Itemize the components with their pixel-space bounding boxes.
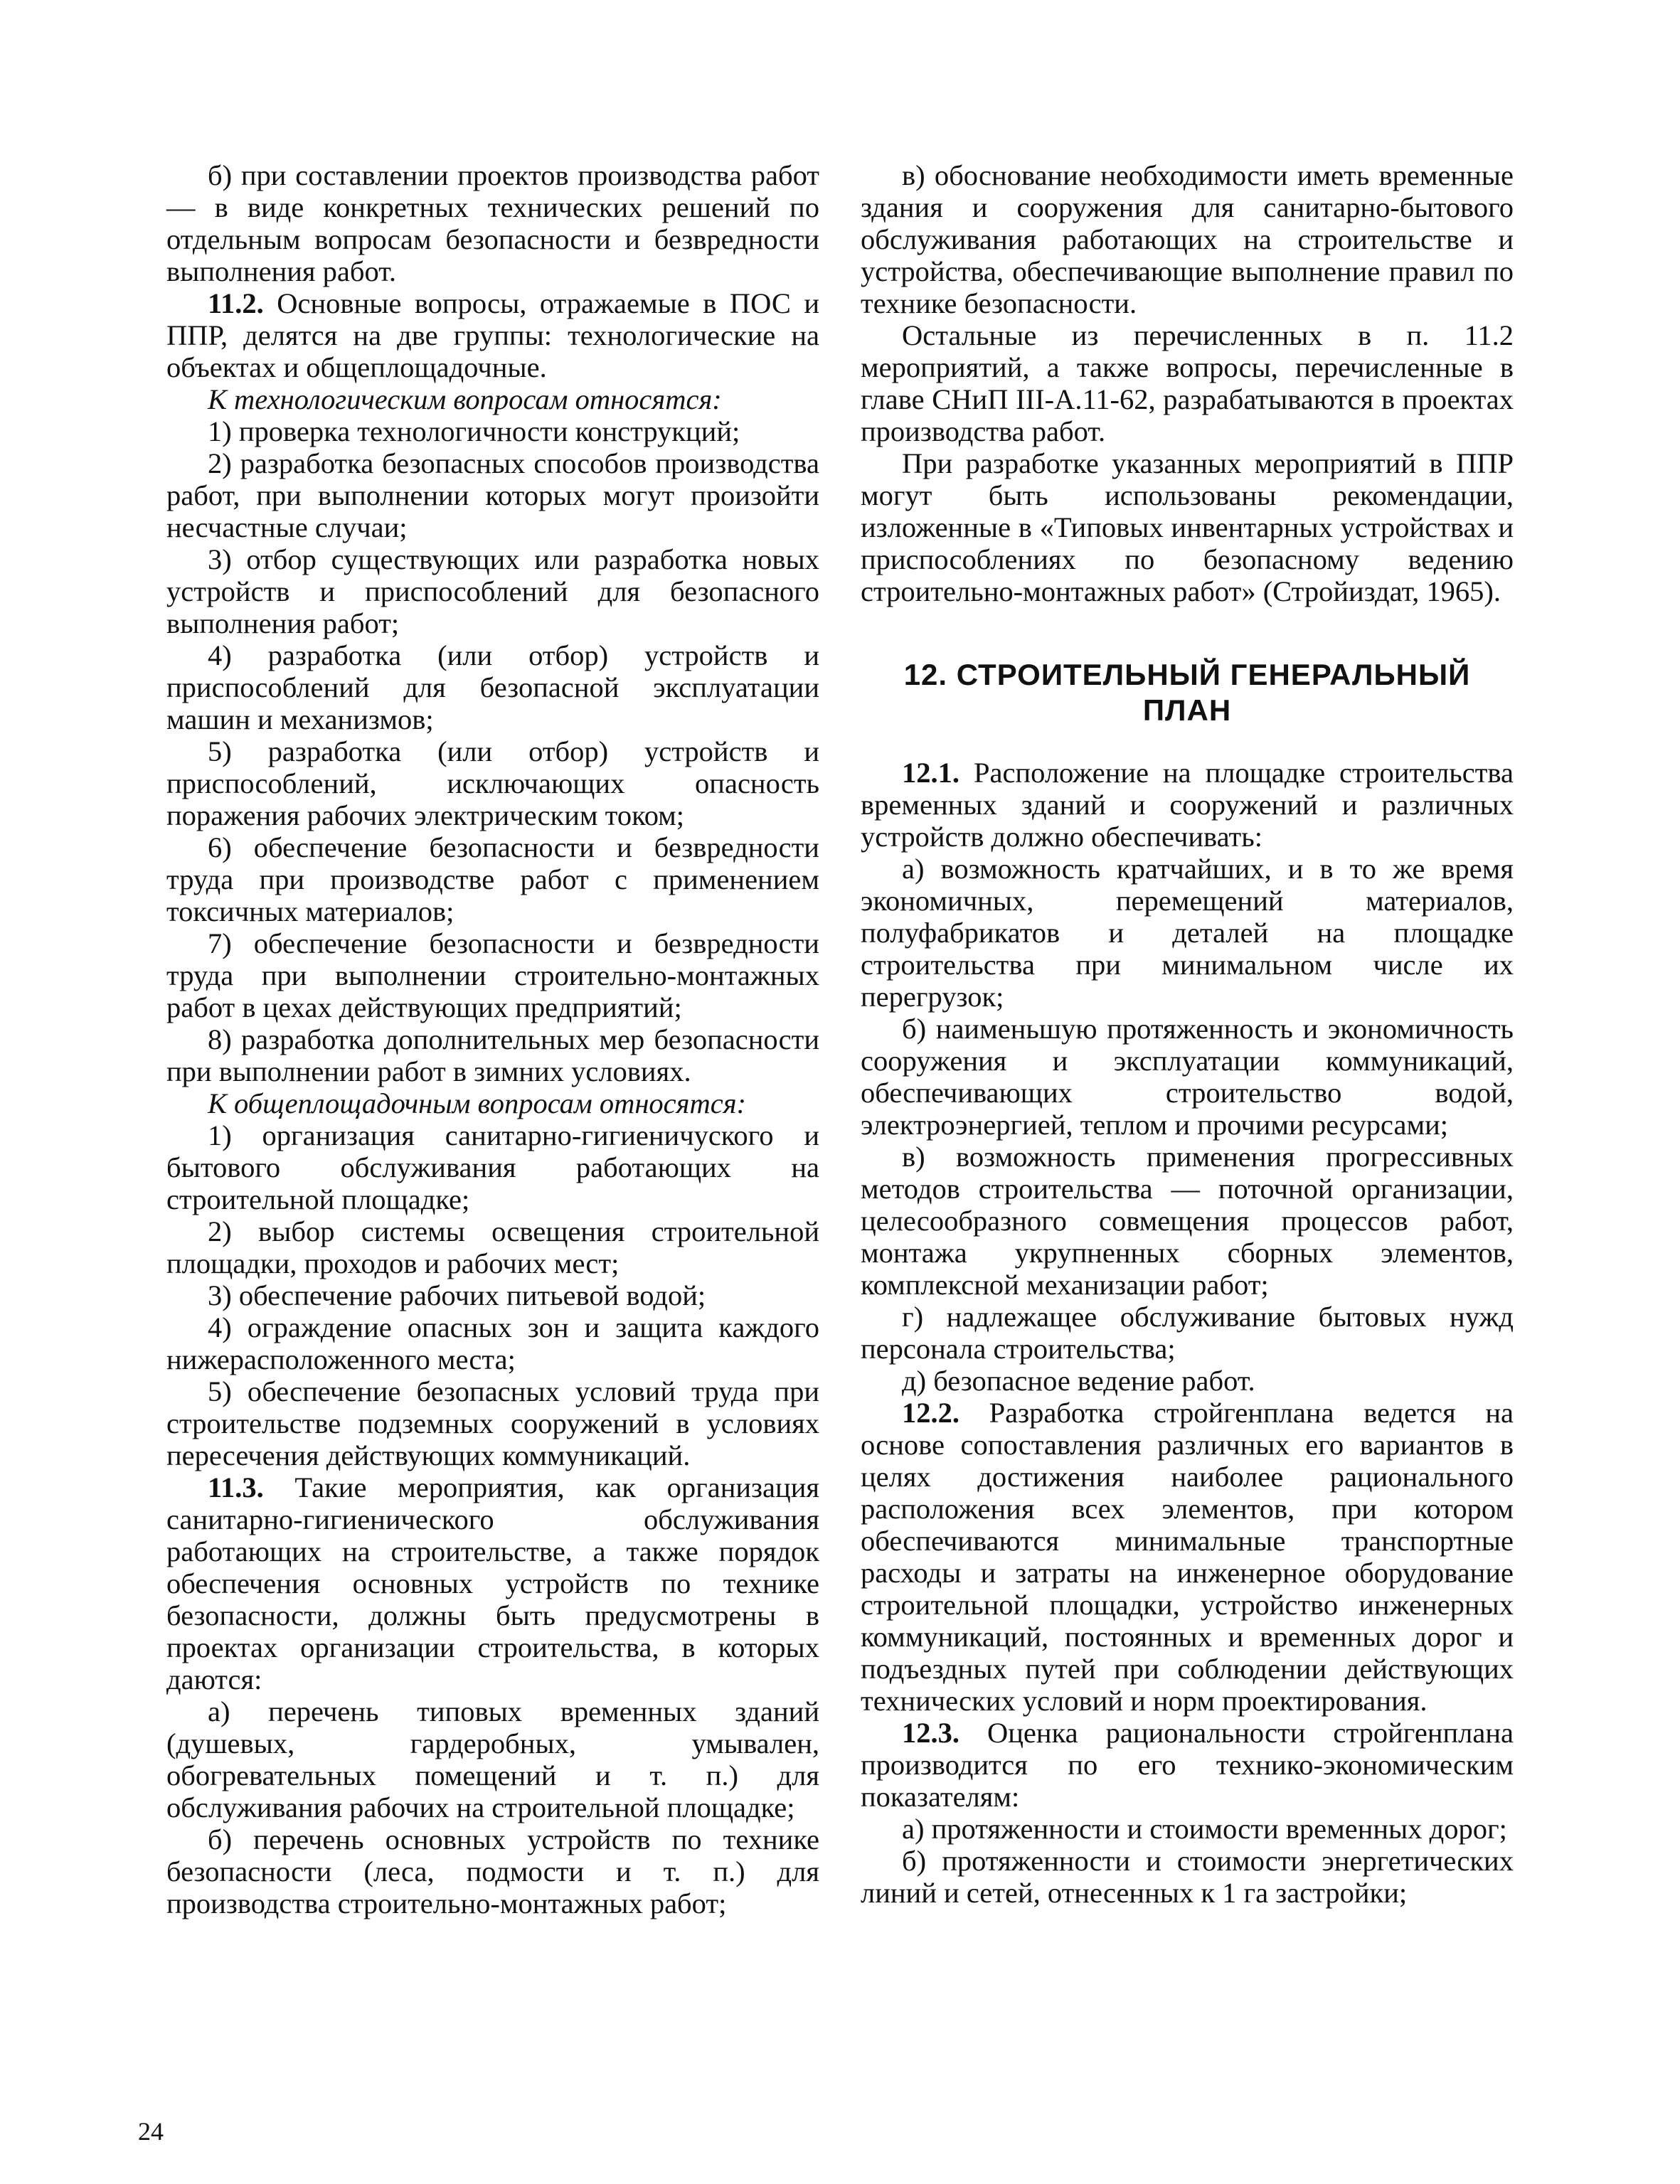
paragraph-text: 6) обеспечение безопасности и безвредности труда при производстве работ с применением токсичных материалов; <box>166 831 819 927</box>
page-number: 24 <box>138 2117 164 2146</box>
paragraph-text: а) перечень типовых временных зданий (душевых, гардеробных, умывален, обогревательных помещений и т. п.) для обслуживания рабочих на строительной площадке; <box>166 1695 819 1823</box>
paragraph-text: д) безопасное ведение работ. <box>902 1365 1255 1397</box>
paragraph <box>166 543 819 639</box>
paragraph <box>166 1087 819 1119</box>
paragraph <box>166 1823 819 1919</box>
paragraph <box>166 1215 819 1279</box>
paragraph-text: в) обоснование необходимости иметь временные здания и сооружения для санитарно-бытового обслуживания работающих на строительстве и устройства, обеспечивающие выполнение правил по технике безопасности. <box>861 159 1514 319</box>
paragraph <box>166 1695 819 1823</box>
paragraph-text: 4) разработка (или отбор) устройств и приспособлений для безопасной эксплуатации машин и механизмов; <box>166 639 819 735</box>
paragraph <box>166 927 819 1023</box>
paragraph-text: 1) организация санитарно-гигиеничуского и бытового обслуживания работающих на строительной площадке; <box>166 1119 819 1215</box>
paragraph-text: Разработка стройгенплана ведется на основе сопоставления различных его вариантов в целях достижения наиболее рационального расположения всех элементов, при котором обеспечиваются минимальные транспортные расходы и затраты на инженерное оборудование строительной площадки, устройство инженерных коммуникаций, постоянных и временных дорог и подъездных путей при соблюдении действующих технических условий и норм проектирования. <box>861 1397 1514 1717</box>
paragraph <box>861 319 1514 447</box>
paragraph <box>166 1279 819 1311</box>
section-number: 11.2. <box>208 287 264 319</box>
left-column <box>166 159 819 1919</box>
paragraph <box>861 853 1514 1013</box>
paragraph-text: а) протяженности и стоимости временных дорог; <box>902 1813 1507 1845</box>
paragraph-text: г) надлежащее обслуживание бытовых нужд персонала строительства; <box>861 1301 1514 1365</box>
paragraph <box>861 447 1514 607</box>
paragraph-text: Остальные из перечисленных в п. 11.2 мероприятий, а также вопросы, перечисленные в главе СНиП III-А.11-62, разрабатываются в проектах производства работ. <box>861 319 1514 447</box>
paragraph-text: 5) разработка (или отбор) устройств и приспособлений, исключающих опасность поражения рабочих электрическим током; <box>166 735 819 831</box>
paragraph-text: а) возможность кратчайших, и в то же время экономичных, перемещений материалов, полуфабрикатов и деталей на площадке строительства при минимальном числе их перегрузок; <box>861 853 1514 1013</box>
paragraph <box>166 1311 819 1375</box>
paragraph-text: Основные вопросы, отражаемые в ПОС и ППР, делятся на две группы: технологические на объектах и общеплощадочные. <box>166 287 819 383</box>
paragraph <box>166 415 819 447</box>
subheading: К общеплощадочным вопросам относятся: <box>208 1087 747 1119</box>
paragraph <box>861 1013 1514 1141</box>
paragraph-text: в) возможность применения прогрессивных методов строительства — поточной организации, целесообразного совмещения процессов работ, монтажа укрупненных сборных элементов, комплексной механизации работ; <box>861 1141 1514 1301</box>
paragraph-text: 8) разработка дополнительных мер безопасности при выполнении работ в зимних условиях. <box>166 1023 819 1087</box>
paragraph-text: 3) обеспечение рабочих питьевой водой; <box>208 1279 706 1311</box>
paragraph-text: б) при составлении проектов производства работ — в виде конкретных технических решений по отдельным вопросам безопасности и безвредности выполнения работ. <box>166 159 819 287</box>
paragraph-text: 7) обеспечение безопасности и безвредности труда при выполнении строительно-монтажных работ в цехах действующих предприятий; <box>166 927 819 1023</box>
paragraph-text: 1) проверка технологичности конструкций; <box>208 415 740 447</box>
paragraph <box>861 1301 1514 1365</box>
paragraph <box>166 159 819 287</box>
paragraph <box>861 1365 1514 1397</box>
paragraph-text: 3) отбор существующих или разработка новых устройств и приспособлений для безопасного выполнения работ; <box>166 543 819 639</box>
paragraph <box>166 639 819 735</box>
paragraph <box>861 1397 1514 1717</box>
paragraph-text: б) наименьшую протяженность и экономичность сооружения и эксплуатации коммуникаций, обеспечивающих строительство водой, электроэнергией, теплом и прочими ресурсами; <box>861 1013 1514 1141</box>
section-number: 12.2. <box>902 1397 959 1429</box>
paragraph <box>166 1471 819 1695</box>
paragraph <box>861 159 1514 319</box>
section-heading: 12. СТРОИТЕЛЬНЫЙ ГЕНЕРАЛЬНЫЙ ПЛАН <box>903 658 1471 727</box>
paragraph <box>166 1023 819 1087</box>
paragraph-text: Оценка рациональности стройгенплана производится по его технико-экономическим показателям: <box>861 1717 1514 1813</box>
paragraph <box>861 1717 1514 1813</box>
paragraph-text: Расположение на площадке строительства временных зданий и сооружений и различных устройств должно обеспечивать: <box>861 757 1514 853</box>
paragraph-text: 2) разработка безопасных способов производства работ, при выполнении которых могут произойти несчастные случаи; <box>166 447 819 543</box>
section-number: 11.3. <box>208 1471 264 1503</box>
paragraph <box>861 1845 1514 1909</box>
paragraph <box>166 735 819 831</box>
paragraph-text: б) протяженности и стоимости энергетических линий и сетей, отнесенных к 1 га застройки; <box>861 1845 1514 1909</box>
paragraph-text: Такие мероприятия, как организация санитарно-гигиенического обслуживания работающих на строительстве, а также порядок обеспечения основных устройств по технике безопасности, должны быть предусмотрены в проектах организации строительства, в которых даются: <box>166 1471 819 1695</box>
section-number: 12.1. <box>902 757 959 789</box>
section-number: 12.3. <box>902 1717 959 1749</box>
paragraph-text: 4) ограждение опасных зон и защита каждого нижерасположенного места; <box>166 1311 819 1375</box>
paragraph <box>861 1813 1514 1845</box>
paragraph <box>861 1141 1514 1301</box>
paragraph <box>166 1119 819 1215</box>
right-column <box>861 159 1514 1909</box>
paragraph <box>166 1375 819 1471</box>
paragraph <box>166 383 819 415</box>
paragraph-text: 2) выбор системы освещения строительной площадки, проходов и рабочих мест; <box>166 1215 819 1279</box>
subheading: К технологическим вопросам относятся: <box>208 383 722 415</box>
paragraph <box>861 757 1514 853</box>
paragraph <box>166 447 819 543</box>
paragraph-text: б) перечень основных устройств по технике безопасности (леса, подмости и т. п.) для производства строительно-монтажных работ; <box>166 1823 819 1919</box>
paragraph <box>166 287 819 383</box>
paragraph-text: 5) обеспечение безопасных условий труда при строительстве подземных сооружений в условиях пересечения действующих коммуникаций. <box>166 1375 819 1471</box>
paragraph-text: При разработке указанных мероприятий в ППР могут быть использованы рекомендации, изложенные в «Типовых инвентарных устройствах и приспособлениях по безопасному ведению строительно-монтажных работ» (Стройиздат, 1965). <box>861 447 1514 607</box>
paragraph <box>166 831 819 927</box>
